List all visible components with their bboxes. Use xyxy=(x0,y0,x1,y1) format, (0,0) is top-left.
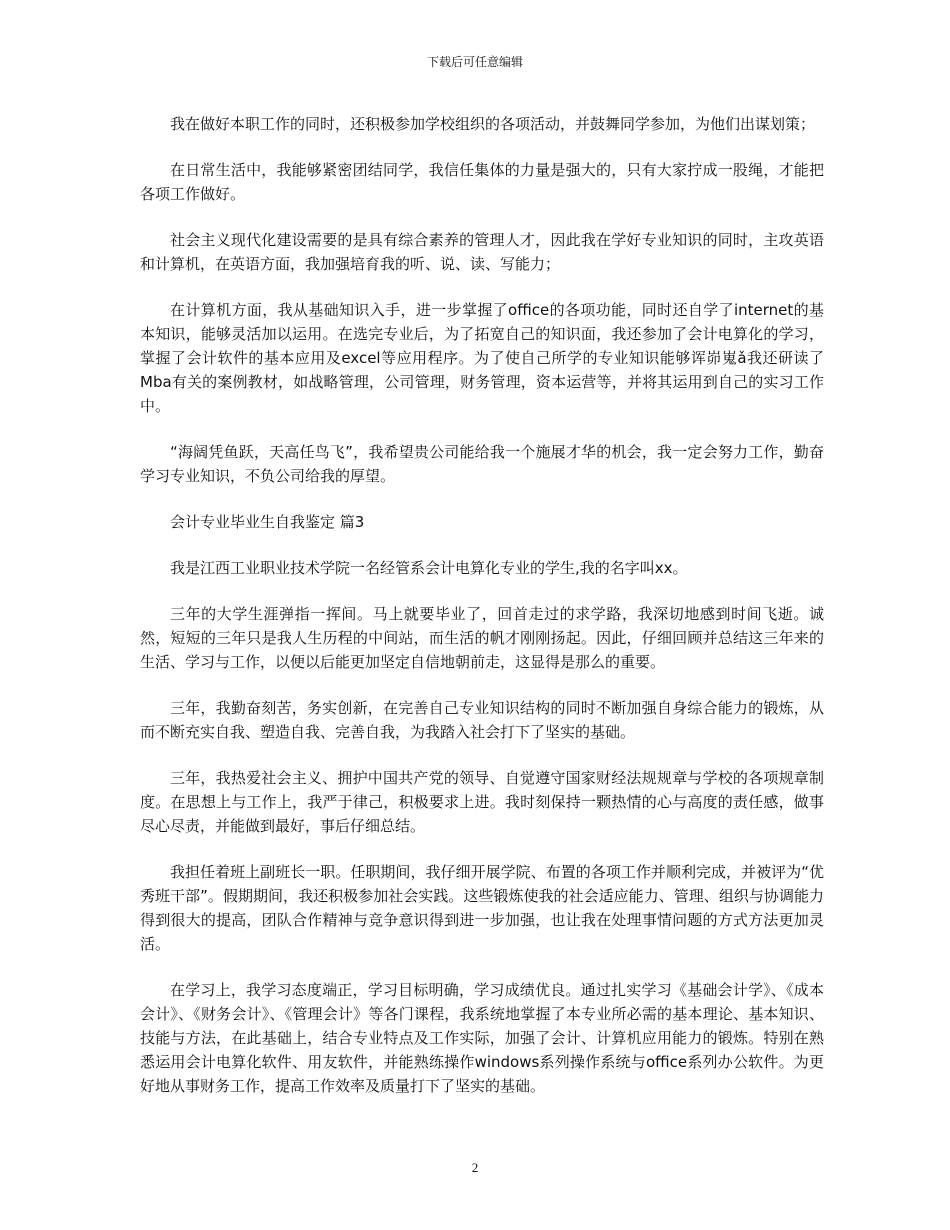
paragraph: 三年，我热爱社会主义、拥护中国共产党的领导、自觉遵守国家财经法规规章与学校的各项规章制度。在思想上与工作上，我严于律己，积极要求上进。我时刻保持一颗热情的心与高度的责任感，做事尽心尽责，并能做到最好，事后仔细总结。 xyxy=(140,769,824,835)
page-number: 2 xyxy=(471,1160,479,1175)
paragraph: 我担任着班上副班长一职。任职期间，我仔细开展学院、布置的各项工作并顺利完成，并被评为“优秀班干部”。假期期间，我还积极参加社会实践。这些锻炼使我的社会适应能力、管理、组织与协调能力得到很大的提高，团队合作精神与竞争意识得到进一步加强，也让我在处理事情问题的方式方法更加灵活。 xyxy=(140,863,824,953)
document-body xyxy=(140,112,824,1120)
paragraph: 社会主义现代化建设需要的是具有综合素养的管理人才，因此我在学好专业知识的同时，主攻英语和计算机，在英语方面，我加强培育我的听、说、读、写能力； xyxy=(140,231,824,273)
paragraph: 在计算机方面，我从基础知识入手，进一步掌握了office的各项功能，同时还自学了internet的基本知识，能够灵活加以运用。在选完专业后，为了拓宽自己的知识面，我还参加了会计电算化的学习，掌握了会计软件的基本应用及excel等应用程序。为了使自己所学的专业知识能够诨峁嵬ǎ我还研读了Mba有关的案例教材，如战略管理，公司管理，财务管理，资本运营等，并将其运用到自己的实习工作中。 xyxy=(140,301,824,415)
paragraph: 我在做好本职工作的同时，还积极参加学校组织的各项活动，并鼓舞同学参加，为他们出谋划策； xyxy=(170,115,816,133)
page-header: 下载后可任意编辑 xyxy=(426,55,523,69)
paragraph: 三年的大学生涯弹指一挥间。马上就要毕业了，回首走过的求学路，我深切地感到时间飞逝。诚然，短短的三年只是我人生历程的中间站，而生活的帆才刚刚扬起。因此，仔细回顾并总结这三年来的生活、学习与工作，以便以后能更加坚定自信地朝前走，这显得是那么的重要。 xyxy=(140,605,824,671)
section-heading: 会计专业毕业生自我鉴定 篇3 xyxy=(170,513,365,531)
paragraph: “海阔凭鱼跃，天高任鸟飞”，我希望贵公司能给我一个施展才华的机会，我一定会努力工作，勤奋学习专业知识，不负公司给我的厚望。 xyxy=(140,443,824,485)
paragraph: 在日常生活中，我能够紧密团结同学，我信任集体的力量是强大的，只有大家拧成一股绳，才能把各项工作做好。 xyxy=(140,161,824,203)
paragraph: 在学习上，我学习态度端正，学习目标明确，学习成绩优良。通过扎实学习《基础会计学》、《成本会计》、《财务会计》、《管理会计》等各门课程，我系统地掌握了本专业所必需的基本理论、基本知识、技能与方法，在此基础上，结合专业特点及工作实际，加强了会计、计算机应用能力的锻炼。特别在熟悉运用会计电算化软件、用友软件，并能熟练操作windows系列操作系统与office系列办公软件。为更好地从事财务工作，提高工作效率及质量打下了坚实的基础。 xyxy=(140,981,824,1095)
paragraph: 我是江西工业职业技术学院一名经管系会计电算化专业的学生,我的名字叫xx。 xyxy=(170,559,688,577)
paragraph: 三年，我勤奋刻苦，务实创新，在完善自己专业知识结构的同时不断加强自身综合能力的锻炼，从而不断充实自我、塑造自我、完善自我，为我踏入社会打下了坚实的基础。 xyxy=(140,699,824,741)
